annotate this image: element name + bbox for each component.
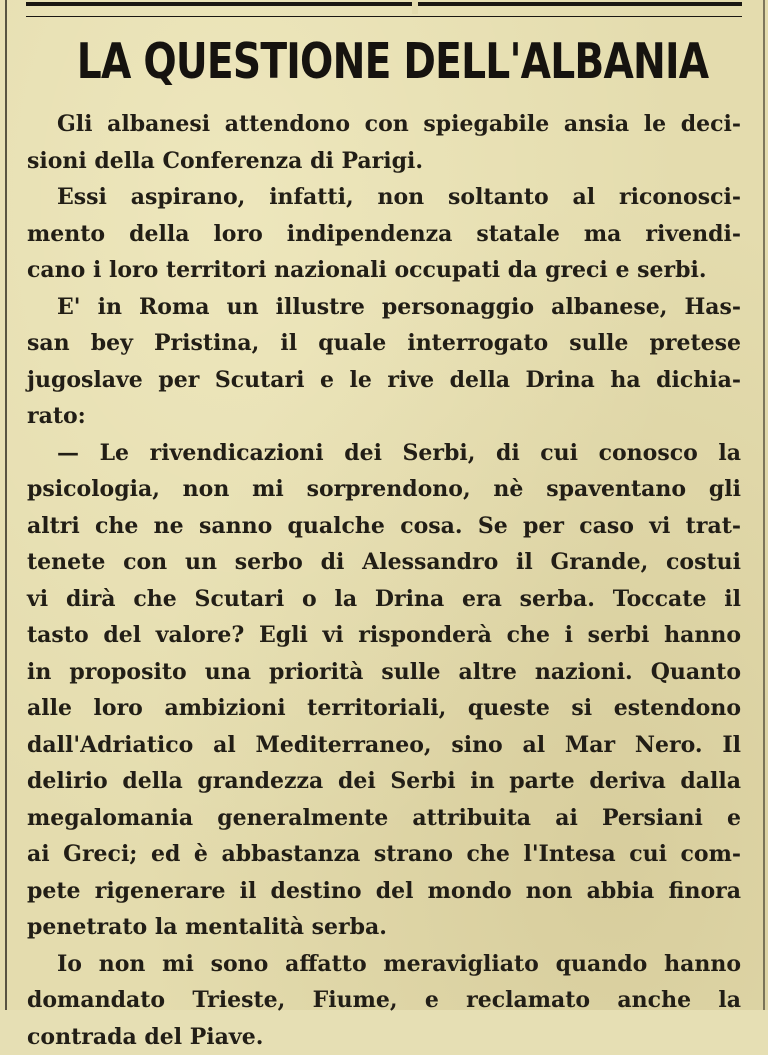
article-line: domandato Trieste, Fiume, e reclamato anche la [27,982,741,1019]
article-headline: LA QUESTIONE DELL'ALBANIA [77,26,691,98]
article-line: psicologia, non mi sorprendono, nè spaventano gli [27,471,741,508]
article-line: Essi aspirano, infatti, non soltanto al riconosci- [27,179,741,216]
article-line: mento della loro indipendenza statale ma rivendi- [27,216,741,253]
article-line: vi dirà che Scutari o la Drina era serba. Toccate il [27,581,741,618]
article-line: in proposito una priorità sulle altre nazioni. Quanto [27,654,741,691]
page-left-edge [5,0,7,1010]
article-line: rato: [27,398,741,435]
article-line: tasto del valore? Egli vi risponderà che i serbi hanno [27,617,741,654]
article-line: alle loro ambizioni territoriali, queste si estendono [27,690,741,727]
article-line: megalomania generalmente attribuita ai Persiani e [27,800,741,837]
article-line: dall'Adriatico al Mediterraneo, sino al Mar Nero. Il [27,727,741,764]
article-body [27,106,741,1055]
article-line: jugoslave per Scutari e le rive della Drina ha dichia- [27,362,741,399]
article-line: Gli albanesi attendono con spiegabile ansia le deci- [27,106,741,143]
article-line: pete rigenerare il destino del mondo non abbia finora [27,873,741,910]
article-line: E' in Roma un illustre personaggio albanese, Has- [27,289,741,326]
article-line: Io non mi sono affatto meravigliato quando hanno [27,946,741,983]
top-double-rule [26,2,742,17]
article-line: altri che ne sanno qualche cosa. Se per caso vi trat- [27,508,741,545]
article-line: ai Greci; ed è abbastanza strano che l'Intesa cui com- [27,836,741,873]
article-line: san bey Pristina, il quale interrogato sulle pretese [27,325,741,362]
page-right-edge [763,0,765,1010]
article-line: delirio della grandezza dei Serbi in parte deriva dalla [27,763,741,800]
article-line: — Le rivendicazioni dei Serbi, di cui conosco la [27,435,741,472]
article-line: tenete con un serbo di Alessandro il Grande, costui [27,544,741,581]
rule-column-gap [412,0,418,14]
article-line: penetrato la mentalità serba. [27,909,741,946]
article-line: sioni della Conferenza di Parigi. [27,143,741,180]
article-line: cano i loro territori nazionali occupati da greci e serbi. [27,252,741,289]
article-line: contrada del Piave. [27,1019,741,1055]
